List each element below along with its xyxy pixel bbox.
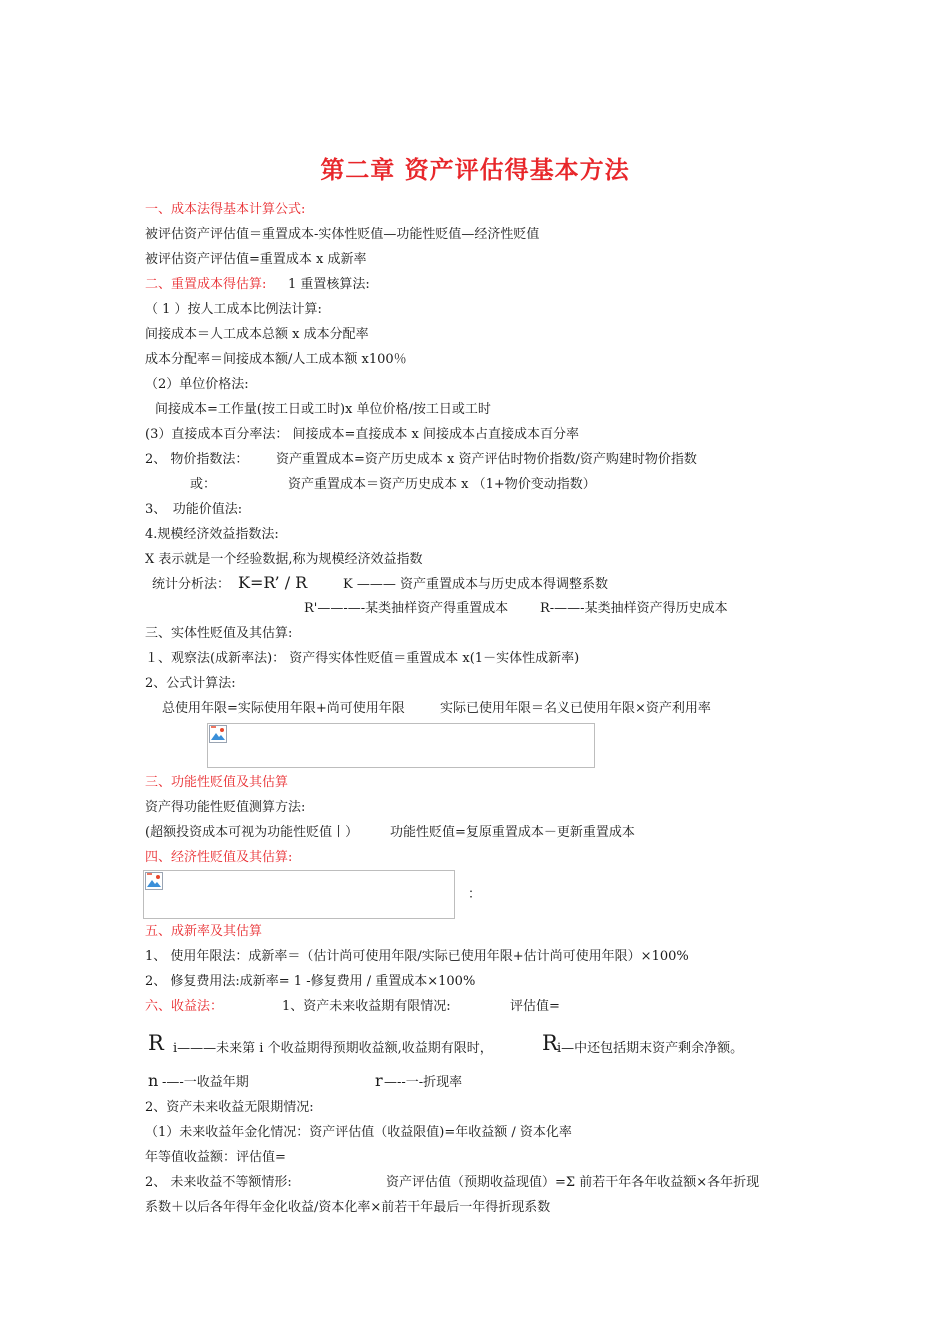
heading-replacement-cost: 二、重置成本得估算: bbox=[145, 277, 267, 292]
text-line: 统计分析法： bbox=[152, 577, 231, 592]
text-line: 间接成本＝人工成本总额 x 成本分配率 bbox=[145, 327, 369, 342]
text-line: 2、 物价指数法： bbox=[145, 452, 249, 467]
text-line: i—中还包括期末资产剩余净额。 bbox=[557, 1041, 744, 1056]
method-label: 1 重置核算法: bbox=[288, 277, 370, 292]
text-line: （2）单位价格法: bbox=[145, 377, 249, 392]
text-line: 2、 修复费用法:成新率= 1 -修复费用 / 重置成本×100% bbox=[145, 974, 476, 989]
text-line: 1、 使用年限法：成新率＝（估计尚可使用年限/实际已使用年限+估计尚可使用年限）×100% bbox=[145, 949, 689, 964]
text-line: i———未来第 i 个收益期得预期收益额,收益期有限时， bbox=[173, 1041, 493, 1056]
text-line: 间接成本=工作量(按工日或工时)x 单位价格/按工日或工时 bbox=[155, 402, 491, 417]
text-line: 评估值= bbox=[510, 999, 560, 1014]
text-line: 1、资产未来收益期有限情况: bbox=[282, 999, 451, 1014]
chapter-title: 第二章 资产评估得基本方法 bbox=[320, 155, 630, 184]
text-line: 资产重置成本＝资产历史成本 x （1+物价变动指数） bbox=[288, 477, 596, 492]
heading-physical-depreciation: 三、实体性贬值及其估算: bbox=[145, 626, 293, 641]
text-line: R'——-—-某类抽样资产得重置成本 bbox=[304, 601, 509, 616]
text-line: 4.规模经济效益指数法: bbox=[145, 527, 279, 542]
text-line: K ——— 资产重置成本与历史成本得调整系数 bbox=[343, 577, 608, 592]
heading-cost-method-formula: 一、成本法得基本计算公式: bbox=[145, 202, 306, 217]
formula-line: 被评估资产评估值＝重置成本-实体性贬值—功能性贬值—经济性贬值 bbox=[145, 227, 540, 242]
missing-image-box bbox=[207, 723, 595, 768]
formula-k: K=R’ / R bbox=[238, 573, 308, 592]
text-line: 资产得功能性贬值测算方法: bbox=[145, 800, 306, 815]
colon-mark: ： bbox=[468, 887, 482, 902]
missing-image-box bbox=[143, 870, 455, 919]
text-line: 实际已使用年限＝名义已使用年限×资产利用率 bbox=[440, 701, 711, 716]
text-line: （ 1 ）按人工成本比例法计算: bbox=[145, 302, 322, 317]
text-line: 2、资产未来收益无限期情况: bbox=[145, 1100, 314, 1115]
heading-newness-rate: 五、成新率及其估算 bbox=[145, 924, 263, 939]
text-line: R-——-某类抽样资产得历史成本 bbox=[540, 601, 728, 616]
text-line: 总使用年限=实际使用年限+尚可使用年限 bbox=[162, 701, 405, 716]
text-line: 成本分配率＝间接成本额/人工成本额 x100％ bbox=[145, 352, 407, 367]
broken-image-icon bbox=[209, 725, 227, 743]
text-line: (3）直接成本百分率法： 间接成本=直接成本 x 间接成本占直接成本百分率 bbox=[145, 427, 579, 442]
heading-functional-depreciation: 三、功能性贬值及其估算 bbox=[145, 775, 289, 790]
text-line: 功能性贬值=复原重置成本－更新重置成本 bbox=[390, 825, 635, 840]
text-line: １、观察法(成新率法)： 资产得实体性贬值＝重置成本 x(1－实体性成新率) bbox=[145, 651, 580, 666]
broken-image-icon bbox=[145, 872, 163, 890]
text-line: 或： bbox=[190, 477, 217, 492]
heading-economic-depreciation: 四、经济性贬值及其估算: bbox=[145, 850, 293, 865]
text-line: (超额投资成本可视为功能性贬值丨） bbox=[145, 825, 359, 840]
text-line: -—-一收益年期 bbox=[162, 1075, 249, 1090]
text-line: 2、 未来收益不等额情形: bbox=[145, 1175, 292, 1190]
text-line: 2、公式计算法: bbox=[145, 676, 236, 691]
text-line: 资产评估值（预期收益现值）=Σ 前若干年各年收益额×各年折现 bbox=[386, 1175, 760, 1190]
text-line: —--一-折现率 bbox=[384, 1075, 463, 1090]
text-line: 资产重置成本=资产历史成本 x 资产评估时物价指数/资产购建时物价指数 bbox=[276, 452, 697, 467]
symbol-r-lower: r bbox=[375, 1071, 383, 1090]
text-line: 3、 功能价值法: bbox=[145, 502, 243, 517]
symbol-r: R bbox=[542, 1031, 558, 1055]
text-line: 年等值收益额：评估值= bbox=[145, 1150, 286, 1165]
text-line: （1）未来收益年金化情况：资产评估值（收益限值)=年收益额 / 资本化率 bbox=[145, 1125, 572, 1140]
text-line: X 表示就是一个经验数据,称为规模经济效益指数 bbox=[145, 552, 423, 567]
text-line: 系数＋以后各年得年金化收益/资本化率×前若干年最后一年得折现系数 bbox=[145, 1200, 551, 1215]
heading-income-method: 六、收益法： bbox=[145, 999, 224, 1014]
formula-line: 被评估资产评估值=重置成本 x 成新率 bbox=[145, 252, 367, 267]
symbol-n: n bbox=[148, 1071, 159, 1090]
symbol-r: R bbox=[148, 1031, 164, 1055]
